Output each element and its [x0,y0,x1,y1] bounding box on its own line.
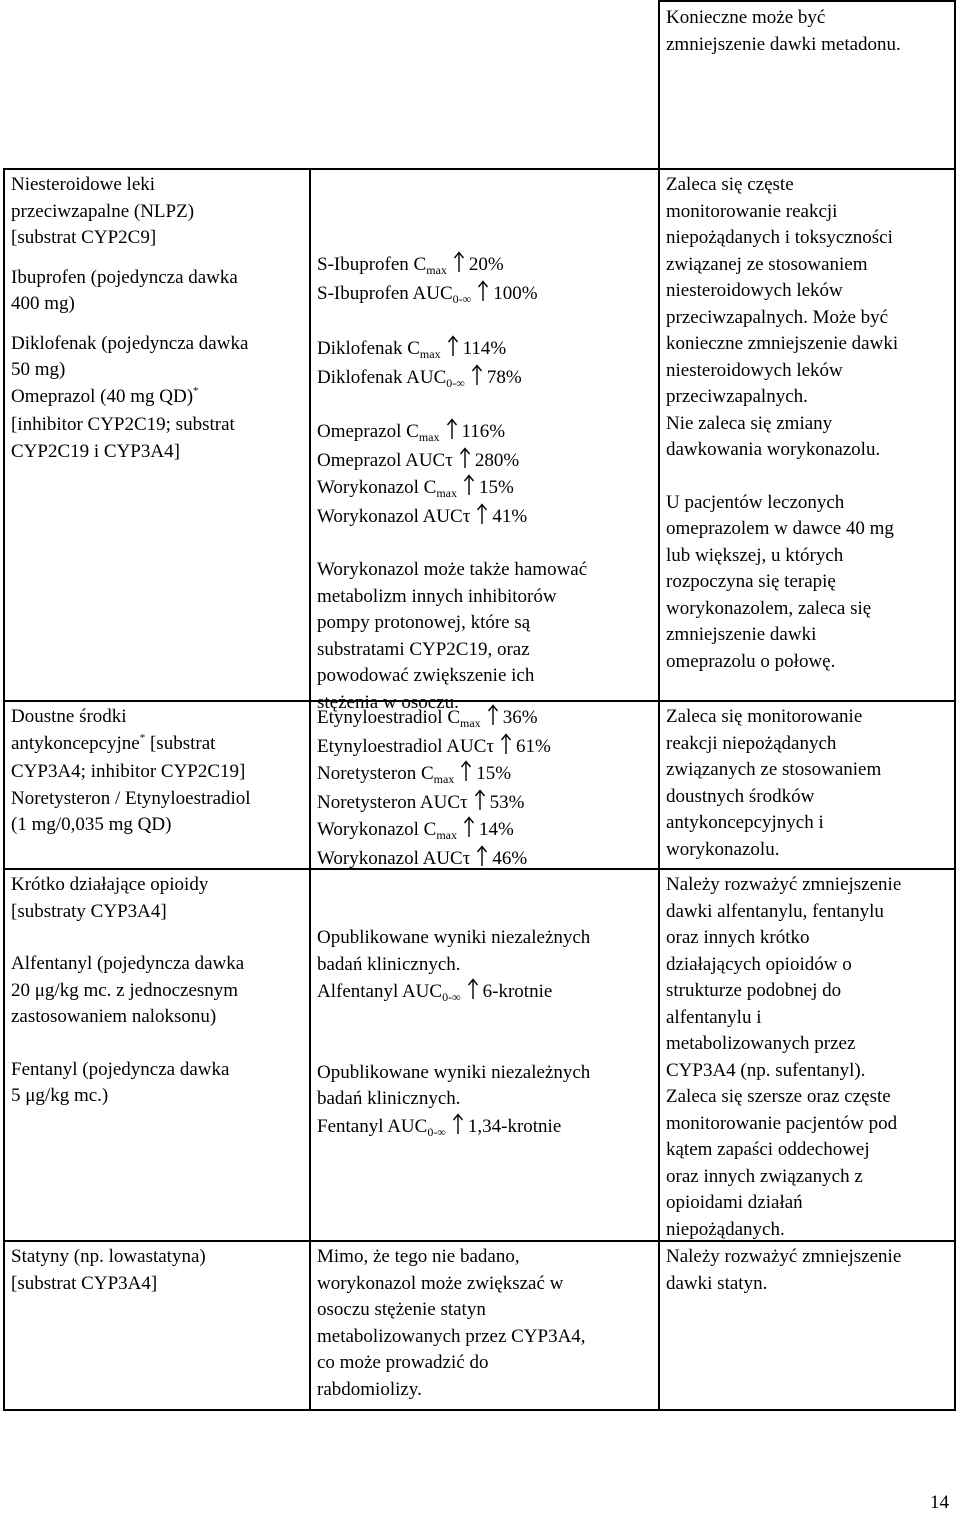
cell-row0-recommendation [666,5,901,58]
table-border [954,0,956,1411]
text-line: oraz innych krótko [666,927,810,948]
pk-parameter: Omeprazol C [317,421,419,442]
pk-value: 116% [461,421,506,442]
text-line: U pacjentów leczonych [666,491,845,513]
text-line: Należy rozważyć zmniejszenie [666,1246,902,1267]
text-line: worykonazolem, zaleca się [666,597,872,619]
text-line: substratami CYP2C19, oraz [317,638,530,660]
pk-line [317,978,590,1007]
text-line: stężenia w osoczu. [317,691,459,713]
pk-subscript: max [436,486,457,500]
text-line: rabdomiolizy. [317,1378,422,1400]
text-line: badań klinicznych. [317,953,461,975]
pk-subscript: max [419,347,441,361]
text-line: przeciwzapalnych. [666,386,808,407]
cell-row4-drug [11,1244,206,1297]
arrow-up-icon [487,704,499,726]
pk-value: 61% [516,735,551,757]
text-line: dawki statyn. [666,1272,768,1294]
text-line: [substraty CYP3A4] [11,900,167,922]
text-line: metabolizm innych inhibitorów [317,585,557,607]
text-line: Nie zaleca się zmiany [666,412,833,434]
arrow-up-icon [459,447,471,469]
text-line: monitorowanie reakcji [666,200,838,222]
pk-parameter: Fentanyl AUC [317,1115,428,1137]
pk-value: 20% [468,254,504,275]
pk-subscript: max [418,430,440,444]
pk-group [317,418,587,530]
pk-line [317,447,587,475]
text-line: [substrat CYP2C9] [11,227,157,248]
cell-row2-drug [11,704,251,839]
pk-value: 15% [476,763,512,784]
pk-line [317,760,551,789]
text-line: opioidami działań [666,1192,803,1213]
text-line: zmniejszenie dawki [666,624,817,645]
text-line: Noretysteron / Etynyloestradiol [11,787,251,809]
text-line: lub większej, u których [666,544,844,566]
table-border [658,0,956,2]
pk-parameter: S-Ibuprofen AUC [317,282,453,304]
pk-value: 41% [492,505,528,527]
cell-row1-drug [11,172,248,465]
text-line: przeciwzapalne (NLPZ) [11,200,195,222]
pk-parameter: Worykonazol C [317,477,437,498]
arrow-up-icon [471,364,483,386]
pk-value: 15% [478,477,514,498]
arrow-up-icon [477,280,489,302]
text-line: działających opioidów o [666,953,852,975]
pk-line [317,1113,590,1142]
pk-value: 6-krotnie [482,981,553,1002]
pk-parameter: Omeprazol AUCτ [317,449,453,471]
pk-subscript: 0-∞ [452,291,472,306]
text-line: badań klinicznych. [317,1088,461,1109]
pk-value: 1,34-krotnie [467,1115,562,1137]
text-line: CYP3A4; inhibitor CYP2C19] [11,761,246,782]
pk-parameter: Noretysteron AUCτ [317,791,468,813]
arrow-up-icon [500,733,512,755]
text-line: przeciwzapalnych. Może być [666,306,889,328]
pk-parameter: Worykonazol AUCτ [317,847,471,869]
text-line: Krótko działające opioidy [11,874,209,895]
pk-parameter: Etynyloestradiol C [317,707,461,728]
pk-value: 280% [474,449,520,471]
text-line: [substrat CYP3A4] [11,1272,158,1294]
pk-line [317,474,587,503]
text-line: Worykonazol może także hamować [317,559,588,580]
text-line: oraz innych związanych z [666,1165,863,1187]
text-line: niesteroidowych leków [666,280,843,301]
text-line: Opublikowane wyniki niezależnych [317,927,591,948]
arrow-up-icon [463,474,475,496]
text-line: CYP3A4 (np. sufentanyl). [666,1059,866,1081]
pk-parameter: Alfentanyl AUC [317,981,443,1002]
text-line: Fentanyl (pojedyncza dawka [11,1058,230,1080]
pk-parameter: Etynyloestradiol AUCτ [317,735,495,757]
pk-line [317,789,551,817]
table-border [3,168,5,1411]
pk-parameter: Worykonazol AUCτ [317,505,471,527]
arrow-up-icon [447,335,459,357]
pk-line [317,418,587,447]
pk-line [317,845,551,873]
text-line: Opublikowane wyniki niezależnych [317,1061,591,1083]
pk-line [317,251,587,280]
pk-parameter: Diklofenak AUC [317,366,447,388]
pk-parameter: Diklofenak C [317,338,420,359]
pk-value: 78% [486,366,522,388]
text-line: Doustne środki [11,706,127,727]
text-line: dawkowania worykonazolu. [666,439,881,460]
pk-subscript: max [433,772,455,786]
text-line: 50 mg) [11,359,66,380]
text-line: związanych ze stosowaniem [666,759,882,780]
text-line: worykonazol może zwiększać w [317,1272,564,1294]
pk-line [317,280,587,309]
text-line: (1 mg/0,035 mg QD) [11,814,172,835]
text-line: monitorowanie pacjentów pod [666,1112,898,1134]
cell-row4-recommendation [666,1244,901,1297]
text-line: 400 mg) [11,293,75,314]
pk-value: 36% [502,707,538,728]
pk-value: 100% [493,282,538,304]
text-line: konieczne zmniejszenie dawki [666,333,899,354]
pk-subscript: max [426,263,447,277]
text-line: 5 μg/kg mc.) [11,1085,109,1106]
text-line: rozpoczyna się terapię [666,571,836,592]
pk-line [317,364,587,393]
text-line: doustnych środków [666,785,815,807]
text-line: Zaleca się częste [666,174,794,195]
pk-subscript: 0-∞ [427,1124,446,1139]
pk-line [317,816,551,845]
cell-row4-effect [317,1244,586,1403]
arrow-up-icon [463,816,475,838]
cell-row2-recommendation [666,704,881,863]
pk-value: 53% [489,791,525,813]
table-border [658,0,660,1411]
text-line: reakcji niepożądanych [666,732,837,754]
text-line: 20 μg/kg mc. z jednoczesnym [11,979,239,1001]
cell-row3-effect [317,925,590,1141]
text-line: antykoncepcyjne* [substrat [11,731,216,754]
cell-row3-drug [11,872,244,1110]
text-line: niepożądanych i toksyczności [666,227,893,248]
text-line: Należy rozważyć zmniejszenie [666,874,902,895]
pk-subscript: max [460,716,481,730]
text-line: metabolizowanych przez CYP3A4, [317,1325,586,1347]
text-line: co może prowadzić do [317,1352,489,1373]
pk-parameter: Noretysteron C [317,763,434,784]
text-line: worykonazolu. [666,838,780,860]
pk-group [317,335,587,392]
text-line: Niesteroidowe leki [11,174,156,195]
text-line: niesteroidowych leków [666,359,843,381]
pk-line [317,503,587,531]
text-line: zmniejszenie dawki metadonu. [666,33,901,55]
text-line: związanej ze stosowaniem [666,253,868,275]
cell-row1-recommendation [666,172,898,675]
cell-row1-effect [317,251,587,716]
text-line: strukturze podobnej do [666,980,842,1001]
text-line: kątem zapaści oddechowej [666,1139,870,1160]
cell-row3-recommendation [666,872,901,1243]
text-line: Zaleca się monitorowanie [666,706,863,727]
text-line: Mimo, że tego nie badano, [317,1246,520,1267]
arrow-up-icon [476,845,488,867]
table-border [3,168,956,170]
text-line: Zaleca się szersze oraz częste [666,1086,891,1107]
arrow-up-icon [452,1113,464,1135]
text-line: Diklofenak (pojedyncza dawka [11,332,249,354]
text-line: alfentanylu i [666,1006,762,1028]
text-line: osoczu stężenie statyn [317,1299,486,1320]
text-line: niepożądanych. [666,1218,785,1240]
text-line: Alfentanyl (pojedyncza dawka [11,953,245,974]
text-line: [inhibitor CYP2C19; substrat [11,414,235,435]
pk-line [317,733,551,761]
pk-group [317,251,587,308]
pk-subscript: max [436,828,457,842]
text-line: dawki alfentanylu, fentanylu [666,900,884,922]
text-line: Statyny (np. lowastatyna) [11,1246,206,1267]
table-border [309,168,311,1411]
pk-subscript: 0-∞ [442,990,461,1004]
text-line: CYP2C19 i CYP3A4] [11,440,180,462]
pk-subscript: 0-∞ [446,375,465,390]
text-line: zastosowaniem naloksonu) [11,1006,217,1027]
text-line: Konieczne może być [666,7,826,28]
text-line: pompy protonowej, które są [317,612,531,633]
arrow-up-icon [467,978,479,1000]
pk-line [317,335,587,364]
text-line: Omeprazol (40 mg QD)* [11,384,199,407]
text-line: antykoncepcyjnych i [666,812,824,833]
text-line: omeprazolu o połowę. [666,650,836,672]
pk-parameter: Worykonazol C [317,819,437,840]
arrow-up-icon [460,760,472,782]
table-border [3,1409,956,1411]
text-line: powodować zwiększenie ich [317,665,535,686]
arrow-up-icon [446,418,458,440]
arrow-up-icon [476,503,488,525]
arrow-up-icon [474,789,486,811]
text-line: Ibuprofen (pojedyncza dawka [11,266,238,288]
pk-parameter: S-Ibuprofen C [317,254,427,275]
page-number: 14 [930,1492,949,1513]
arrow-up-icon [453,251,465,273]
pk-value: 46% [492,847,528,869]
note [317,557,587,716]
pk-value: 114% [462,338,507,359]
text-line: omeprazolem w dawce 40 mg [666,518,894,539]
pk-line [317,704,551,733]
pk-value: 14% [478,819,514,840]
cell-row2-effect [317,704,551,872]
text-line: metabolizowanych przez [666,1033,856,1054]
